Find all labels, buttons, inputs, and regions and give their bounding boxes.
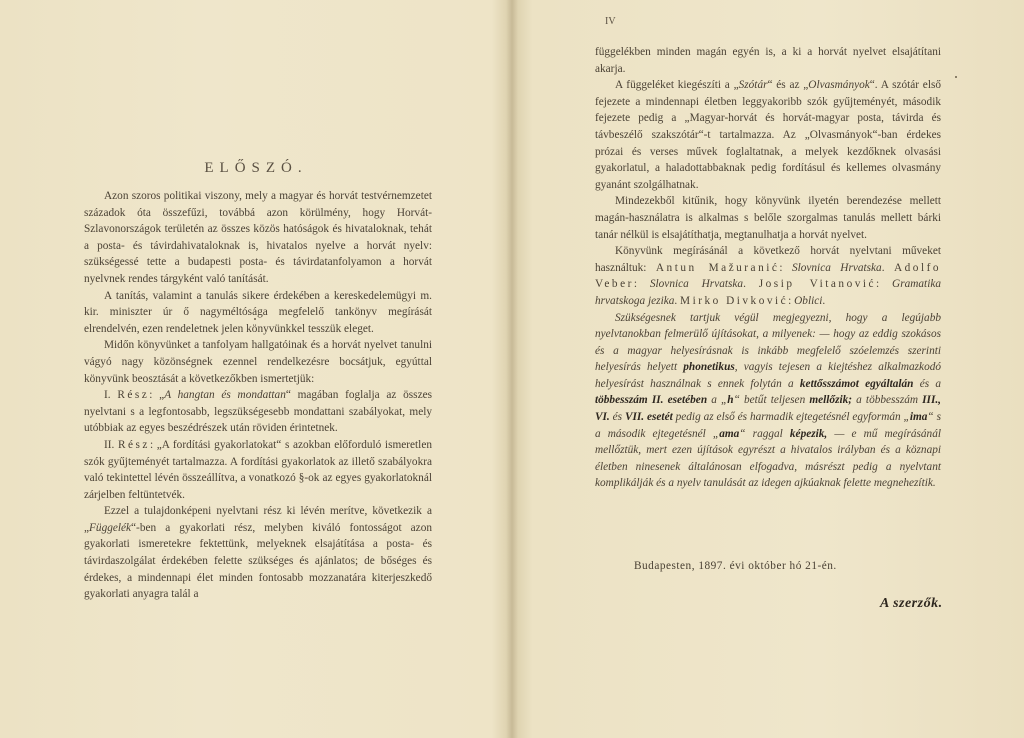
- text-run: “ betűt teljesen: [733, 394, 810, 407]
- paragraph: [595, 44, 941, 77]
- text-run: .: [674, 294, 681, 307]
- text-run: Azon szoros politikai viszony, mely a magyar és horvát testvérnemzetet századok óta összefűzi, továbbá azon körülmény, hogy Horvát-Szlavonországok területén az összes közös hatóságok és hivataloknak, tehát a posta- és távirdahivataloknak is, hivatalos nyelve a horvát nyelv: szükségessé tette a budapesti posta- és távirdatanfolyamon a horvát nyelvnek rendes tárgyként való tanítását.: [84, 190, 432, 285]
- text-run: .: [881, 261, 894, 274]
- text-run: :: [788, 294, 795, 307]
- text-run: Ezzel a tulajdonképeni nyelvtani rész ki lévén merítve, következik a „: [84, 505, 432, 534]
- text-run: III., VI.: [595, 394, 941, 424]
- text-run: “ raggal: [739, 427, 790, 440]
- text-run: Gramatika hrvatskoga jezika: [595, 278, 941, 307]
- page-number: IV: [605, 16, 616, 27]
- speck-mark: [955, 76, 957, 78]
- text-run: Mirko Divković: [680, 294, 789, 307]
- text-run: “-ben a gyakorlati rész, melyben kiváló fontosságot azon gyakorlati ismeretekre fektettünk, melyeknek elsajátítása a posta- és távirdaszolgálat érdekében felette szükséges és ajánlatos; de bőséges és érdekes, a mindennapi élet minden fontosabb mozzanatára kiterjeszkedő gyakorlati anyagra talál a: [84, 521, 432, 601]
- text-run: a „: [707, 394, 728, 407]
- paragraph: [84, 387, 432, 437]
- text-run: .: [822, 294, 826, 307]
- text-run: Antun Mažuranić: [655, 261, 780, 274]
- text-run: és a: [913, 377, 941, 390]
- text-run: ama: [719, 427, 740, 440]
- text-run: Szótár: [738, 79, 768, 92]
- text-run: :: [876, 278, 893, 291]
- paragraph: [84, 288, 432, 338]
- paragraph: [84, 503, 432, 603]
- text-run: pedig az első és harmadik ejtegetésnél egyformán „: [672, 411, 910, 424]
- text-run: képezik,: [789, 427, 828, 440]
- paragraph: [595, 193, 941, 243]
- text-run: A tanítás, valamint a tanulás sikere érdekében a kereskedelemügyi m. kir. miniszter úr ő nagyméltósága megfelelő tankönyv megírását elrendelvén, ezen rendeletnek jelen könyvünkkel tesszük eleget.: [84, 289, 432, 335]
- text-run: függelékben minden magán egyén is, a ki a horvát nyelvet elsajátítani akarja.: [595, 46, 941, 75]
- right-text-block: [595, 44, 941, 492]
- paragraph: [84, 188, 432, 288]
- left-text-block: [84, 188, 432, 603]
- text-run: phonetikus: [683, 361, 735, 374]
- text-run: Midőn könyvünket a tanfolyam hallgatóinak és a horvát nyelvet tanulni vágyó nagy közönségnek ezennel rendelkezésre bocsátjuk, egyúttal könyvünk beosztását a következőkben ismertetjük:: [84, 339, 432, 385]
- text-run: ima: [909, 411, 928, 424]
- text-run: A függeléket kiegészíti a „: [615, 79, 739, 92]
- text-run: többesszám II. esetében: [595, 394, 708, 407]
- text-run: Rész: [117, 438, 150, 451]
- text-run: :: [779, 261, 792, 274]
- text-run: “ magában foglalja az összes nyelvtani s a legfontosabb, legszükségesebb mondattani szabályokat, mely utóbbiak az egyes beszédrészek után röviden érintetnek.: [84, 389, 432, 435]
- text-run: VII. esetét: [624, 411, 673, 424]
- text-run: A hangtan és mondattan: [164, 389, 286, 402]
- text-run: “ s a második ejtegetésnél „: [595, 411, 941, 440]
- text-run: Oblici: [794, 294, 823, 307]
- paragraph: [595, 77, 941, 193]
- paragraph: [595, 310, 941, 493]
- page-title: ELŐSZÓ.: [204, 160, 308, 176]
- date-line: Budapesten, 1897. évi október hó 21-én.: [634, 560, 837, 572]
- text-run: Slovnica Hrvatska: [649, 278, 744, 291]
- text-run: a többesszám: [852, 394, 923, 407]
- text-run: Slovnica Hrvatska: [791, 261, 882, 274]
- speck-mark: [254, 318, 256, 320]
- text-run: kettősszámot egyáltalán: [799, 377, 914, 390]
- text-run: h: [727, 394, 734, 407]
- paragraph: [84, 437, 432, 503]
- text-run: I.: [104, 389, 118, 402]
- text-run: Mindezekből kitűnik, hogy könyvünk ilyetén berendezése mellett magán-használatra is alkalmas s belőle szorgalmas tanulás mellett bárki tanár nélkül is elsajátíthatja, megtanulhatja a horvát nyelvet.: [595, 195, 941, 241]
- text-run: mellőzik;: [809, 394, 853, 407]
- text-run: : „: [149, 389, 165, 402]
- text-run: Szükségesnek tartjuk végül megjegyezni, hogy a legújabb nyelvtanokban felmerülő újításokat, a milyenek: — hogy az eddig szokásos és a magyar helyesírásnak is inkább megfelelő szóelemzés szerinti helyesírás helyett: [595, 311, 941, 374]
- paragraph: [595, 243, 941, 309]
- text-run: “ és az „: [767, 79, 809, 92]
- text-run: II.: [104, 438, 118, 451]
- signature: A szerzők.: [880, 596, 943, 611]
- text-run: :: [633, 278, 650, 291]
- paragraph: [84, 337, 432, 387]
- text-run: : „A fordítási gyakorlatokat“ s azokban előforduló ismeretlen szók gyűjteményét tartalmazza. A fordítási gyakorlatok az illető szabályokra való tekintettel lévén összeállítva, a vonatkozó §-ok az egyes gyakorlatoknál zárjelben feltüntetvék.: [84, 438, 432, 501]
- text-run: , vagyis tejesen a kiejtéshez alkalmazkodó helyesírást használnak s ennek folytán a: [595, 361, 942, 390]
- text-run: — e mű megírásánál mellőztük, mert ezen újítások egyrészt a hivatalos irályban és a köznapi életben ninesenek általánosan elfogadva, másrészt pedig a nyelvtant komplikálják és a nyelv tanulását az idegen ajkúaknak felette megnehezítik.: [595, 427, 941, 490]
- text-run: Josip Vitanović: [758, 278, 877, 291]
- text-run: “. A szótár első fejezete a mindennapi életben leggyakoribb szók gyűjteményét, második fejezete pedig a „Magyar-horvát és horvát-magyar posta, távirda és távbeszélő szakszótár“-t tartalmazza. Az „Olvasmányok“-ban érdekes prózai és verses művek foglaltatnak, a melyek kezdőknek olvasási gyakorlatul, a haladottabbaknak pedig fordításul és kellemes olvasmány gyanánt szolgálhatnak.: [595, 79, 942, 191]
- text-run: Olvasmányok: [808, 79, 870, 92]
- text-run: Adolfo Veber: [595, 261, 941, 291]
- text-run: Könyvünk megírásánál a következő horvát nyelvtani műveket használtuk:: [595, 245, 941, 274]
- text-run: .: [743, 278, 759, 291]
- text-run: és: [609, 411, 625, 424]
- text-run: Rész: [117, 389, 150, 402]
- text-run: Függelék: [89, 521, 132, 534]
